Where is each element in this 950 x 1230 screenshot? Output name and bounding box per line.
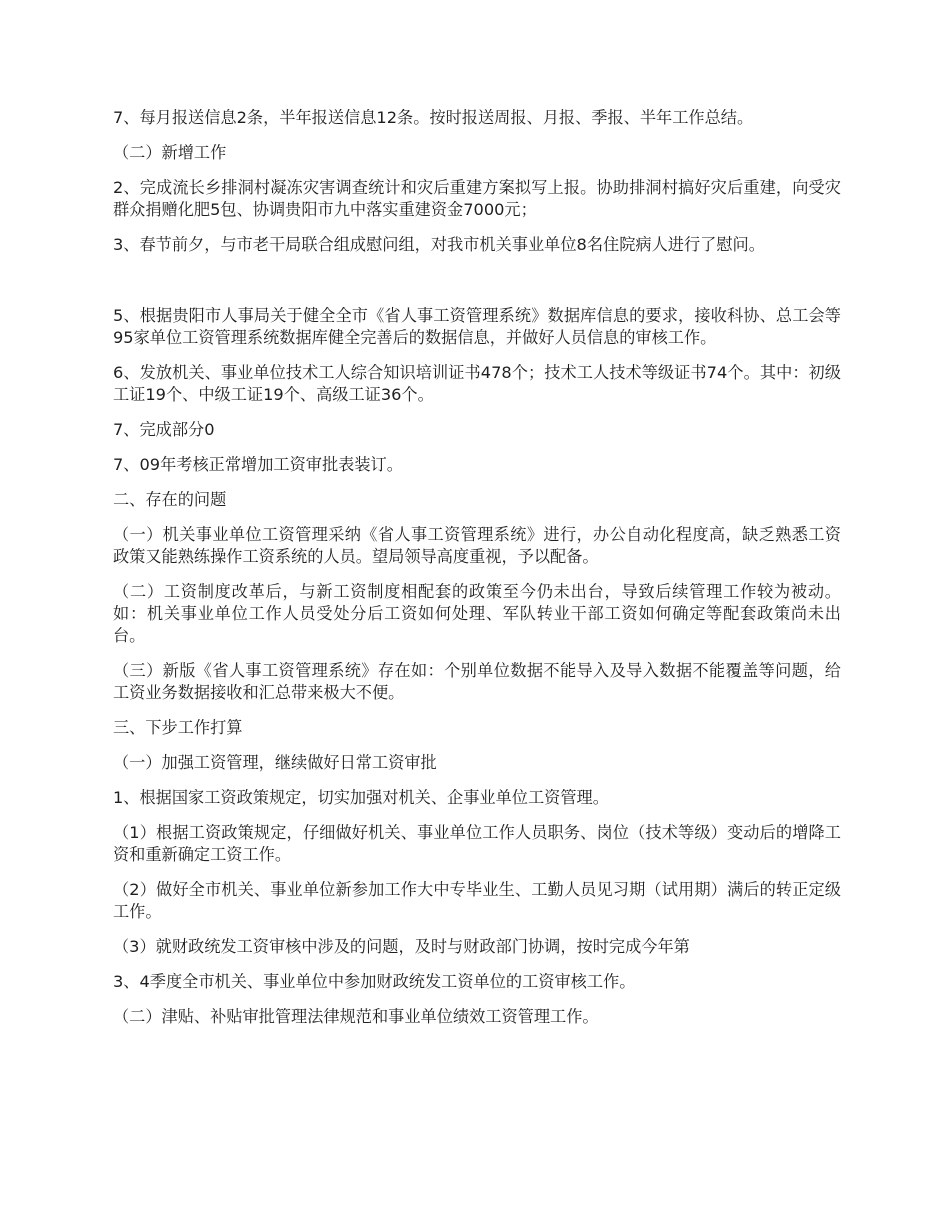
paragraph-problem-2: （二）工资制度改革后，与新工资制度相配套的政策至今仍未出台，导致后续管理工作较为被动。如：机关事业单位工作人员受处分后工资如何处理、军队转业干部工资如何确定等配套政策尚未出台。 bbox=[113, 582, 841, 645]
paragraph-policy-item-1: （1）根据工资政策规定，仔细做好机关、事业单位工作人员职务、岗位（技术等级）变动后的增降工资和重新确定工资工作。 bbox=[113, 823, 841, 864]
paragraph-disaster-reconstruction: 2、完成流长乡排洞村凝冻灾害调查统计和灾后重建方案拟写上报。协助排洞村搞好灾后重建，向受灾群众捐赠化肥5包、协调贵阳市九中落实重建资金7000元； bbox=[113, 178, 841, 219]
subheading-wage-management: （一）加强工资管理，继续做好日常工资审批 bbox=[113, 753, 437, 772]
paragraph-certificates: 6、发放机关、事业单位技术工人综合知识培训证书478个；技术工人技术等级证书74个。其中：初级工证19个、中级工证19个、高级工证36个。 bbox=[113, 363, 841, 404]
paragraph-policy-1: 1、根据国家工资政策规定，切实加强对机关、企事业单位工资管理。 bbox=[113, 788, 609, 807]
document-body bbox=[113, 107, 841, 1041]
heading-existing-problems: 二、存在的问题 bbox=[113, 490, 227, 509]
paragraph-spring-festival-visit: 3、春节前夕，与市老干局联合组成慰问组，对我市机关事业单位8名住院病人进行了慰问。 bbox=[113, 235, 765, 254]
heading-new-work: （二）新增工作 bbox=[113, 143, 227, 162]
paragraph-policy-item-3: （3）就财政统发工资审核中涉及的问题，及时与财政部门协调，按时完成今年第 bbox=[113, 937, 690, 956]
paragraph-problem-1: （一）机关事业单位工资管理采纳《省人事工资管理系统》进行，办公自动化程度高，缺乏熟悉工资政策又能熟练操作工资系统的人员。望局领导高度重视，予以配备。 bbox=[113, 525, 841, 566]
paragraph-info-reporting: 7、每月报送信息2条，半年报送信息12条。按时报送周报、月报、季报、半年工作总结。 bbox=[113, 108, 754, 127]
paragraph-quarter-review: 3、4季度全市机关、事业单位中参加财政统发工资单位的工资审核工作。 bbox=[113, 972, 636, 991]
paragraph-problem-3: （三）新版《省人事工资管理系统》存在如：个别单位数据不能导入及导入数据不能覆盖等问题，给工资业务数据接收和汇总带来极大不便。 bbox=[113, 661, 841, 702]
paragraph-policy-item-2: （2）做好全市机关、事业单位新参加工作大中专毕业生、工勤人员见习期（试用期）满后的转正定级工作。 bbox=[113, 880, 841, 921]
paragraph-approval-binding: 7、09年考核正常增加工资审批表装订。 bbox=[113, 455, 403, 474]
paragraph-completed-part: 7、完成部分0 bbox=[113, 420, 215, 439]
subheading-allowance-management: （二）津贴、补贴审批管理法律规范和事业单位绩效工资管理工作。 bbox=[113, 1007, 599, 1026]
paragraph-database-info: 5、根据贵阳市人事局关于健全全市《省人事工资管理系统》数据库信息的要求，接收科协、总工会等95家单位工资管理系统数据库健全完善后的数据信息，并做好人员信息的审核工作。 bbox=[113, 306, 841, 347]
heading-next-steps: 三、下步工作打算 bbox=[113, 718, 243, 737]
